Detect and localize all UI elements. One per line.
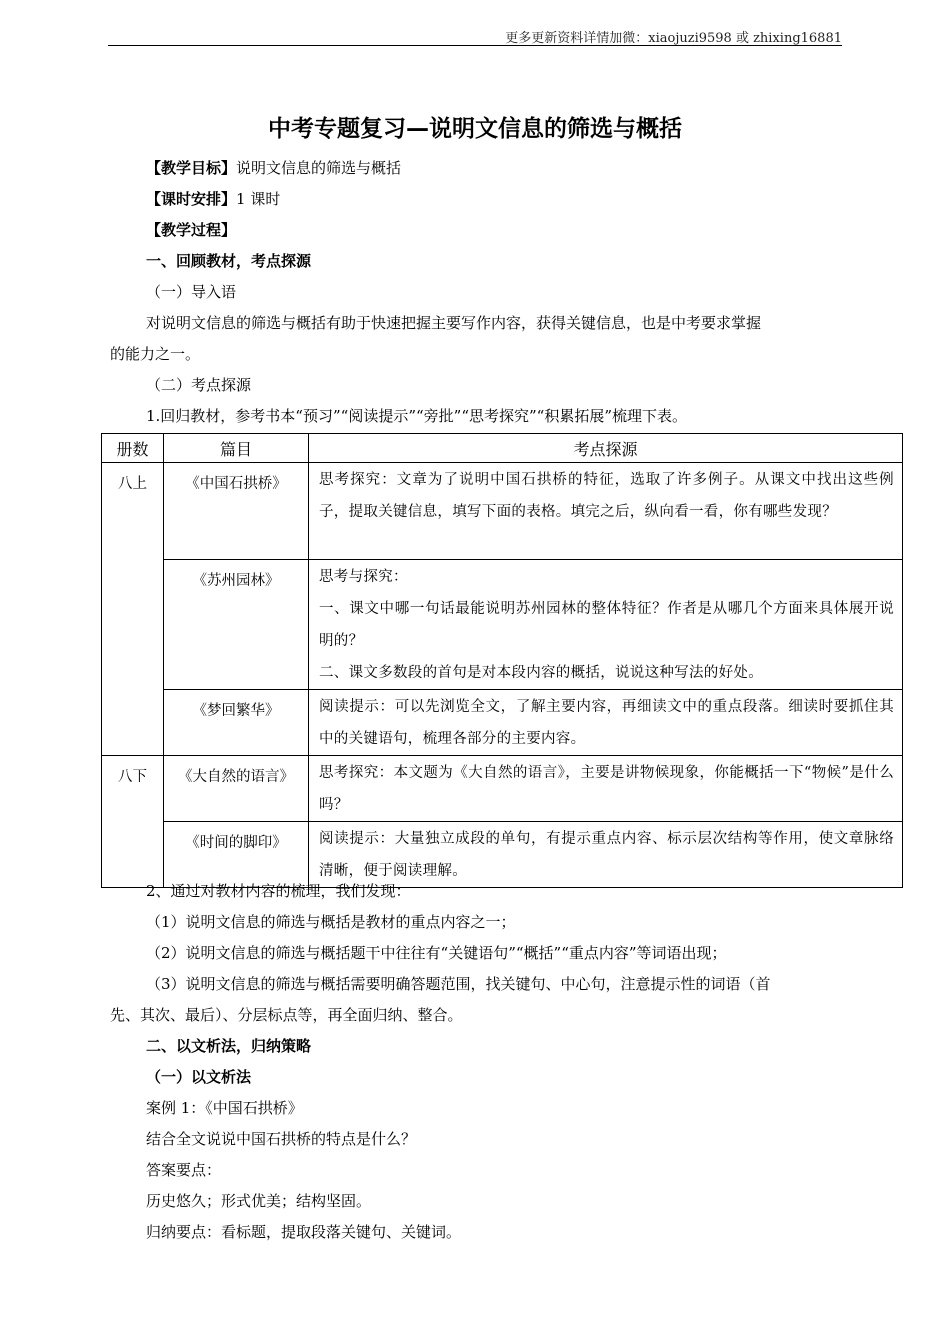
origin-cell [309, 463, 903, 560]
origin-text: 二、课文多数段的首句是对本段内容的概括，说说这种写法的好处。 [319, 665, 763, 681]
origin-text: 思考探究：文章为了说明中国石拱桥的特征，选取了许多例子。从课文中找出这些例子，提取关键信息，填写下面的表格。填完之后，纵向看一看，你有哪些发现？ [319, 472, 894, 520]
page-title: 中考专题复习—说明文信息的筛选与概括 [268, 116, 682, 142]
origin-text: 阅读提示：可以先浏览全文，了解主要内容，再细读文中的重点段落。细读时要抓住其中的关键语句，梳理各部分的主要内容。 [319, 699, 894, 747]
process-label: 【教学过程】 [146, 221, 237, 239]
section2-heading: 二、以文析法，归纳策略 [146, 1037, 312, 1055]
header-rule [108, 45, 842, 46]
section1-sub1: （一）导入语 [146, 283, 237, 301]
teaching-goal-value: 说明文信息的筛选与概括 [236, 159, 402, 177]
work-cell: 《大自然的语言》 [164, 756, 309, 822]
finding-item: （1）说明文信息的筛选与概括是教材的重点内容之一； [146, 913, 516, 931]
step1: 1.回归教材，参考书本“预习”“阅读提示”“旁批”“思考探究”“积累拓展”梳理下表。 [146, 407, 687, 425]
origin-text: 思考探究：本文题为《大自然的语言》，主要是讲物候现象，你能概括一下“物候”是什么吗？ [319, 765, 894, 813]
work-cell: 《时间的脚印》 [164, 822, 309, 888]
header-work: 篇目 [164, 434, 309, 463]
work-cell: 《梦回繁华》 [164, 690, 309, 756]
section2-sub1: （一）以文析法 [146, 1068, 252, 1086]
teaching-goal [146, 158, 401, 178]
schedule-label: 【课时安排】 [146, 190, 237, 208]
section1-sub2: （二）考点探源 [146, 376, 252, 394]
volume-cell: 八下 [102, 756, 164, 888]
origin-cell [309, 756, 903, 822]
table-row [102, 690, 903, 756]
intro-line1: 对说明文信息的筛选与概括有助于快速把握主要写作内容，获得关键信息，也是中考要求掌握 [146, 314, 762, 332]
origin-cell [309, 560, 903, 690]
table-row [102, 756, 903, 822]
origin-cell [309, 822, 903, 888]
finding-item: （3）说明文信息的筛选与概括需要明确答题范围，找关键句、中心句，注意提示性的词语（首 [146, 975, 771, 993]
summary-text: 归纳要点：看标题，提取段落关键句、关键词。 [146, 1223, 462, 1241]
case-title: 案例 1：《中国石拱桥》 [146, 1099, 303, 1117]
table-header-row [102, 434, 903, 463]
schedule-value: 1 课时 [236, 190, 281, 208]
origin-text: 阅读提示：大量独立成段的单句，有提示重点内容、标示层次结构等作用，使文章脉络清晰，便于阅读理解。 [319, 831, 894, 879]
origin-text: 思考与探究： [319, 569, 408, 585]
section1-heading: 一、回顾教材，考点探源 [146, 252, 312, 270]
intro-line2: 的能力之一。 [110, 345, 201, 363]
finding-item-cont: 先、其次、最后）、分层标点等，再全面归纳、整合。 [110, 1006, 463, 1024]
case-question: 结合全文说说中国石拱桥的特点是什么？ [146, 1130, 417, 1148]
exam-table [101, 433, 903, 888]
table-row [102, 822, 903, 888]
volume-cell: 八上 [102, 463, 164, 756]
answer-label: 答案要点： [146, 1161, 222, 1179]
findings-lead: 2、通过对教材内容的梳理，我们发现： [146, 882, 411, 900]
header-origin: 考点探源 [309, 434, 903, 463]
finding-item: （2）说明文信息的筛选与概括题干中往往有“关键语句”“概括”“重点内容”等词语出现； [146, 944, 727, 962]
origin-cell [309, 690, 903, 756]
origin-text: 一、课文中哪一句话最能说明苏州园林的整体特征？作者是从哪几个方面来具体展开说明的？ [319, 601, 894, 649]
teaching-goal-label: 【教学目标】 [146, 159, 237, 177]
header-volume: 册数 [102, 434, 164, 463]
work-cell: 《苏州园林》 [164, 560, 309, 690]
header-note: 更多更新资料详情加微：xiaojuzi9598 或 zhixing16881 [505, 31, 842, 46]
work-cell: 《中国石拱桥》 [164, 463, 309, 560]
schedule [146, 189, 280, 209]
answer-text: 历史悠久；形式优美；结构坚固。 [146, 1192, 372, 1210]
table-row [102, 463, 903, 560]
table-row [102, 560, 903, 690]
